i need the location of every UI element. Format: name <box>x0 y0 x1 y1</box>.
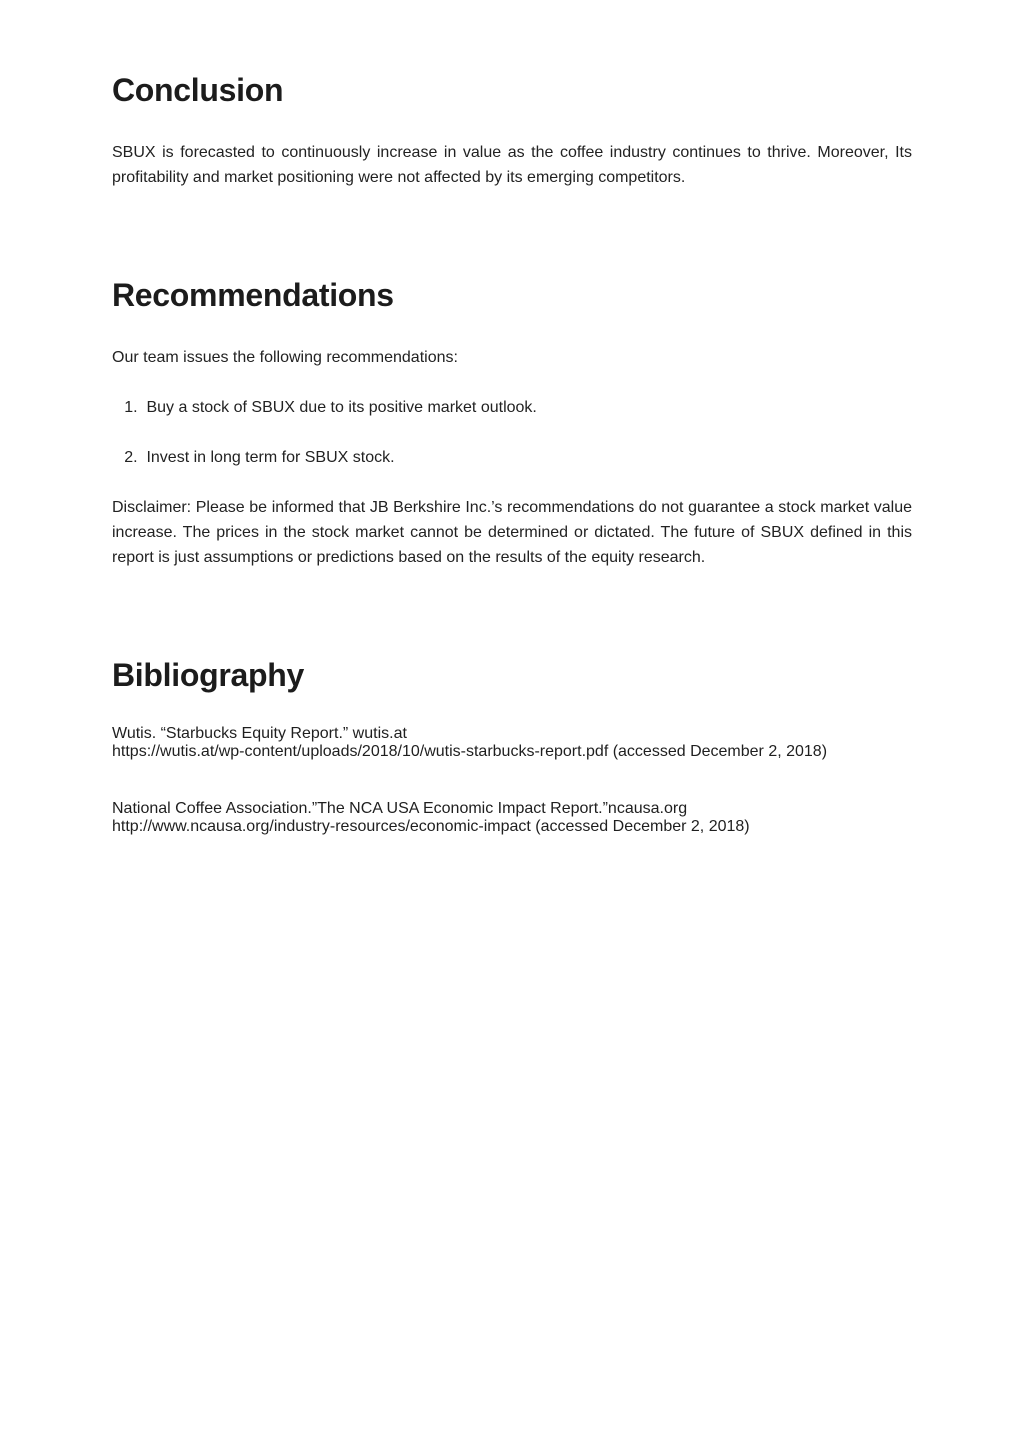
list-item-number: 1. <box>124 399 142 416</box>
bibliography-entry <box>112 800 912 836</box>
conclusion-paragraph: SBUX is forecasted to continuously increase in value as the coffee industry continues to thrive. Moreover, Its profitability and market positioning were not affected by its emerging competitors. <box>112 144 912 186</box>
bibliography-entry <box>112 725 912 761</box>
list-item-text: Buy a stock of SBUX due to its positive market outlook. <box>146 399 537 416</box>
recommendations-heading: Recommendations <box>112 277 394 313</box>
bibliography-entry-url: https://wutis.at/wp-content/uploads/2018/10/wutis-starbucks-report.pdf (accessed December 2, 2018) <box>112 743 828 760</box>
bibliography-entry-title: National Coffee Association.”The NCA USA Economic Impact Report.”ncausa.org <box>112 800 688 817</box>
recommendations-intro: Our team issues the following recommendations: <box>112 349 458 366</box>
conclusion-heading: Conclusion <box>112 72 284 108</box>
list-item-number: 2. <box>124 449 142 466</box>
bibliography-entry-url: http://www.ncausa.org/industry-resources/economic-impact (accessed December 2, 2018) <box>112 818 750 835</box>
list-item <box>112 445 912 470</box>
bibliography-entry-title: Wutis. “Starbucks Equity Report.” wutis.at <box>112 725 407 742</box>
disclaimer-paragraph: Disclaimer: Please be informed that JB Berkshire Inc.’s recommendations do not guarantee a stock market value increase. The prices in the stock market cannot be determined or dictated. The future of SBUX defined in this report is just assumptions or predictions based on the results of the equity research. <box>112 499 912 566</box>
list-item-text: Invest in long term for SBUX stock. <box>146 449 395 466</box>
list-item <box>112 395 912 420</box>
bibliography-heading: Bibliography <box>112 657 304 693</box>
